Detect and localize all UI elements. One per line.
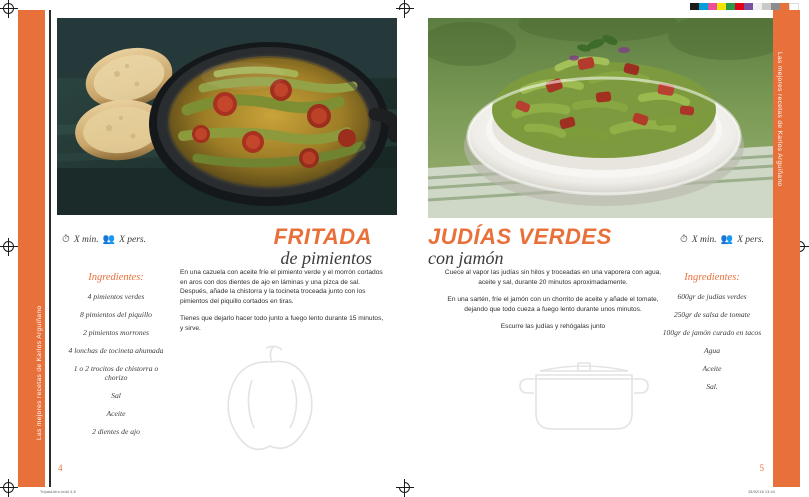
pot-outline-icon: [514, 335, 654, 448]
right-recipe-time: X min.: [691, 234, 717, 245]
left-recipe-heading: [274, 226, 372, 268]
left-page-side-band: [18, 10, 45, 487]
right-page-number: 5: [759, 463, 764, 473]
print-footer-left: TripasLibro.indd 4-5: [40, 490, 76, 494]
list-item: Agua: [703, 346, 721, 355]
list-item: Sal.: [706, 382, 718, 391]
right-recipe-servings: X pers.: [737, 234, 764, 245]
left-recipe-subtitle: de pimientos: [280, 248, 372, 268]
right-ingredients-title: Ingredientes:: [684, 272, 740, 283]
left-method-paragraph: Tienes que dejarlo hacer todo junto a fuego lento durante 15 minutos, y sirve.: [180, 315, 384, 332]
list-item: 4 pimientos verdes: [87, 292, 145, 301]
left-recipe-meta: [62, 234, 146, 245]
list-item: 2 dientes de ajo: [92, 427, 140, 436]
clock-icon: ⏱: [62, 234, 70, 245]
right-recipe-photo: [428, 18, 773, 218]
clock-icon: ⏱: [680, 234, 688, 245]
pepper-outline-icon: [214, 340, 330, 455]
registration-mark-left-middle: [0, 238, 18, 256]
judias-verdes-con-jamon-photo: [428, 18, 773, 218]
left-recipe-servings: X pers.: [119, 234, 146, 245]
left-band-label: Las mejores recetas de Karlos Arguiñano: [36, 305, 43, 440]
right-method-paragraph: Cuece al vapor las judías sin hilos y troceadas en una vaporera con agua, aceite y sal, durante 20 minutos aproximadamente.: [444, 269, 662, 286]
list-item: 600gr de judías verdes: [677, 292, 747, 301]
people-icon: 👥: [720, 234, 734, 245]
left-recipe-time: X min.: [73, 234, 99, 245]
left-method-text: [180, 268, 386, 342]
right-ingredients-block: [658, 272, 766, 400]
left-ingredients-title: Ingredientes:: [88, 272, 144, 283]
right-page: [414, 10, 800, 487]
list-item: 100gr de jamón curado en tacos: [662, 328, 762, 337]
list-item: 2 pimientos morrones: [83, 328, 149, 337]
right-recipe-subtitle: con jamón: [428, 248, 504, 268]
list-item: 4 lonchas de tocineta ahumada: [68, 346, 164, 355]
list-item: Sal: [111, 391, 121, 400]
people-icon: 👥: [102, 234, 116, 245]
list-item: Aceite: [702, 364, 722, 373]
right-method-text: [438, 268, 668, 340]
list-item: 250gr de salsa de tomate: [673, 310, 751, 319]
right-recipe-meta: [680, 234, 764, 245]
left-recipe-title: FRITADA: [273, 224, 372, 249]
right-recipe-title: JUDÍAS VERDES: [428, 224, 612, 249]
right-recipe-heading: [428, 226, 612, 268]
right-method-paragraph: En una sartén, fríe el jamón con un chorrito de aceite y añade el tomate, dejando que todo cueza a fuego lento durante unos minutos.: [447, 296, 659, 313]
right-method-paragraph: Escurre las judías y rehógalas junto: [500, 323, 606, 331]
fritada-de-pimientos-photo: [57, 18, 397, 215]
left-page: [18, 10, 404, 487]
list-item: 1 o 2 trocitos de chistorra o chorizo: [73, 364, 159, 382]
right-band-label: Las mejores recetas de Karlos Arguiñano: [776, 52, 783, 187]
registration-mark-top-left: [0, 0, 18, 18]
print-footer-right: 28/02/18 13:44: [748, 490, 775, 494]
left-ingredients-block: [62, 272, 170, 445]
left-recipe-photo: [57, 18, 397, 215]
left-page-number: 4: [58, 463, 63, 473]
left-page-rule: [49, 10, 51, 487]
right-page-side-band: [773, 10, 800, 487]
left-method-paragraph: En una cazuela con aceite fríe el pimiento verde y el morrón cortados en aros con dos dientes de ajo en láminas y una pizca de sal. Después, añade la chistorra y la tocineta troceada junto con los pimientos del piquillo cortados en tiras.: [180, 269, 383, 305]
list-item: Aceite: [106, 409, 126, 418]
registration-mark-bottom-left: [0, 479, 18, 497]
list-item: 8 pimientos del piquillo: [80, 310, 152, 319]
